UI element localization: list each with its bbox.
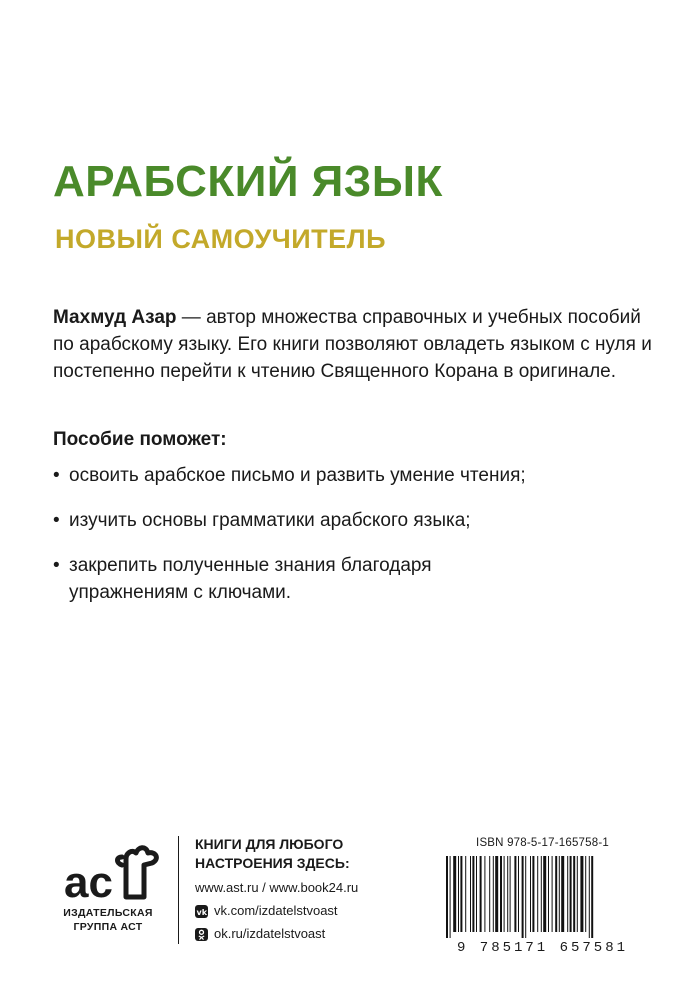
ok-link[interactable] — [195, 925, 415, 943]
barcode-bar — [458, 856, 459, 932]
bullet-icon: • — [53, 555, 60, 576]
publisher-caption-line2: ГРУППА АСТ — [73, 921, 143, 933]
barcode-bar — [493, 856, 494, 932]
barcode-bar — [525, 856, 526, 938]
barcode-bar — [472, 856, 474, 932]
barcode-bar — [532, 856, 534, 932]
author-description-text: — автор множества справочных и учебных пособий по арабскому языку. Его книги позволяют овладеть языком с нуля и постепенно перейти к чтению Священного Корана в оригинале. — [53, 307, 652, 382]
author-name: Махмуд Азар — [53, 307, 177, 328]
barcode-bar — [537, 856, 538, 932]
barcode-bar — [555, 856, 557, 932]
list-item-text: освоить арабское письмо и развить умение чтения; — [69, 465, 526, 486]
barcode-bar — [476, 856, 477, 932]
barcode-bar — [573, 856, 575, 932]
barcode-bar — [518, 856, 519, 932]
list-item — [53, 462, 653, 489]
barcode-bar — [484, 856, 485, 932]
book-subtitle: НОВЫЙ САМОУЧИТЕЛЬ — [55, 224, 387, 254]
barcode-bar — [567, 856, 568, 932]
list-item — [53, 552, 489, 606]
barcode-bar — [589, 856, 590, 938]
benefits-heading: Пособие поможет: — [53, 429, 227, 450]
bullet-icon: • — [53, 510, 60, 531]
promo-heading — [195, 835, 415, 873]
vk-link-text[interactable]: vk.com/izdatelstvoast — [214, 903, 338, 918]
barcode-bar — [543, 856, 546, 932]
bullet-icon: • — [53, 465, 60, 486]
barcode-bar — [561, 856, 564, 932]
barcode-bar — [530, 856, 531, 932]
barcode-bar — [591, 856, 593, 938]
svg-text:vk: vk — [196, 907, 208, 917]
barcode-bar — [465, 856, 466, 932]
barcode-bar — [446, 856, 448, 938]
barcode-bar — [559, 856, 560, 932]
ast-logo-icon — [52, 835, 164, 903]
isbn-block — [440, 836, 645, 956]
barcode-bar — [570, 856, 572, 932]
barcode-bar — [541, 856, 542, 932]
publisher-logo — [52, 835, 172, 903]
barcode-bar — [510, 856, 511, 932]
barcode-bar — [470, 856, 471, 932]
barcode-bar — [552, 856, 553, 932]
author-description — [53, 304, 653, 385]
promo-heading-line1: КНИГИ ДЛЯ ЛЮБОГО — [195, 836, 344, 852]
barcode-bar — [500, 856, 502, 932]
barcode-bar — [577, 856, 578, 932]
publisher-caption — [52, 906, 164, 934]
promo-block — [195, 835, 415, 943]
barcode-bar — [450, 856, 451, 938]
barcode-bar — [522, 856, 524, 938]
benefits-list — [53, 462, 653, 624]
ast-logo-letters: ас — [64, 858, 113, 903]
barcode-bar — [504, 856, 505, 932]
publisher-caption-line1: ИЗДАТЕЛЬСКАЯ — [63, 907, 153, 919]
list-item-text: закрепить полученные знания благодаря упражнениям с ключами. — [69, 555, 432, 603]
vk-icon — [195, 905, 208, 918]
barcode-bar — [580, 856, 583, 932]
list-item — [53, 507, 653, 534]
barcode-bar — [507, 856, 508, 932]
barcode — [440, 856, 645, 938]
barcode-bar — [548, 856, 549, 932]
promo-heading-line2: НАСТРОЕНИЯ ЗДЕСЬ: — [195, 855, 350, 871]
footer-divider — [178, 836, 179, 944]
barcode-bar — [480, 856, 482, 932]
vk-link[interactable] — [195, 902, 415, 920]
ast-logo-figure — [126, 848, 156, 897]
book-title: АРАБСКИЙ ЯЗЫК — [53, 157, 443, 206]
barcode-bar — [495, 856, 498, 932]
barcode-bar — [453, 856, 456, 932]
website-links[interactable]: www.ast.ru / www.book24.ru — [195, 880, 359, 895]
isbn-label: ISBN 978-5-17-165758-1 — [476, 837, 609, 849]
barcode-digits: 9 785171 657581 — [456, 940, 629, 956]
odnoklassniki-icon — [195, 928, 208, 941]
barcode-bar — [585, 856, 586, 932]
barcode-bar — [489, 856, 490, 932]
list-item-text: изучить основы грамматики арабского языка; — [69, 510, 471, 531]
barcode-bar — [460, 856, 462, 932]
ok-link-text[interactable]: ok.ru/izdatelstvoast — [214, 926, 326, 941]
barcode-bar — [514, 856, 516, 932]
